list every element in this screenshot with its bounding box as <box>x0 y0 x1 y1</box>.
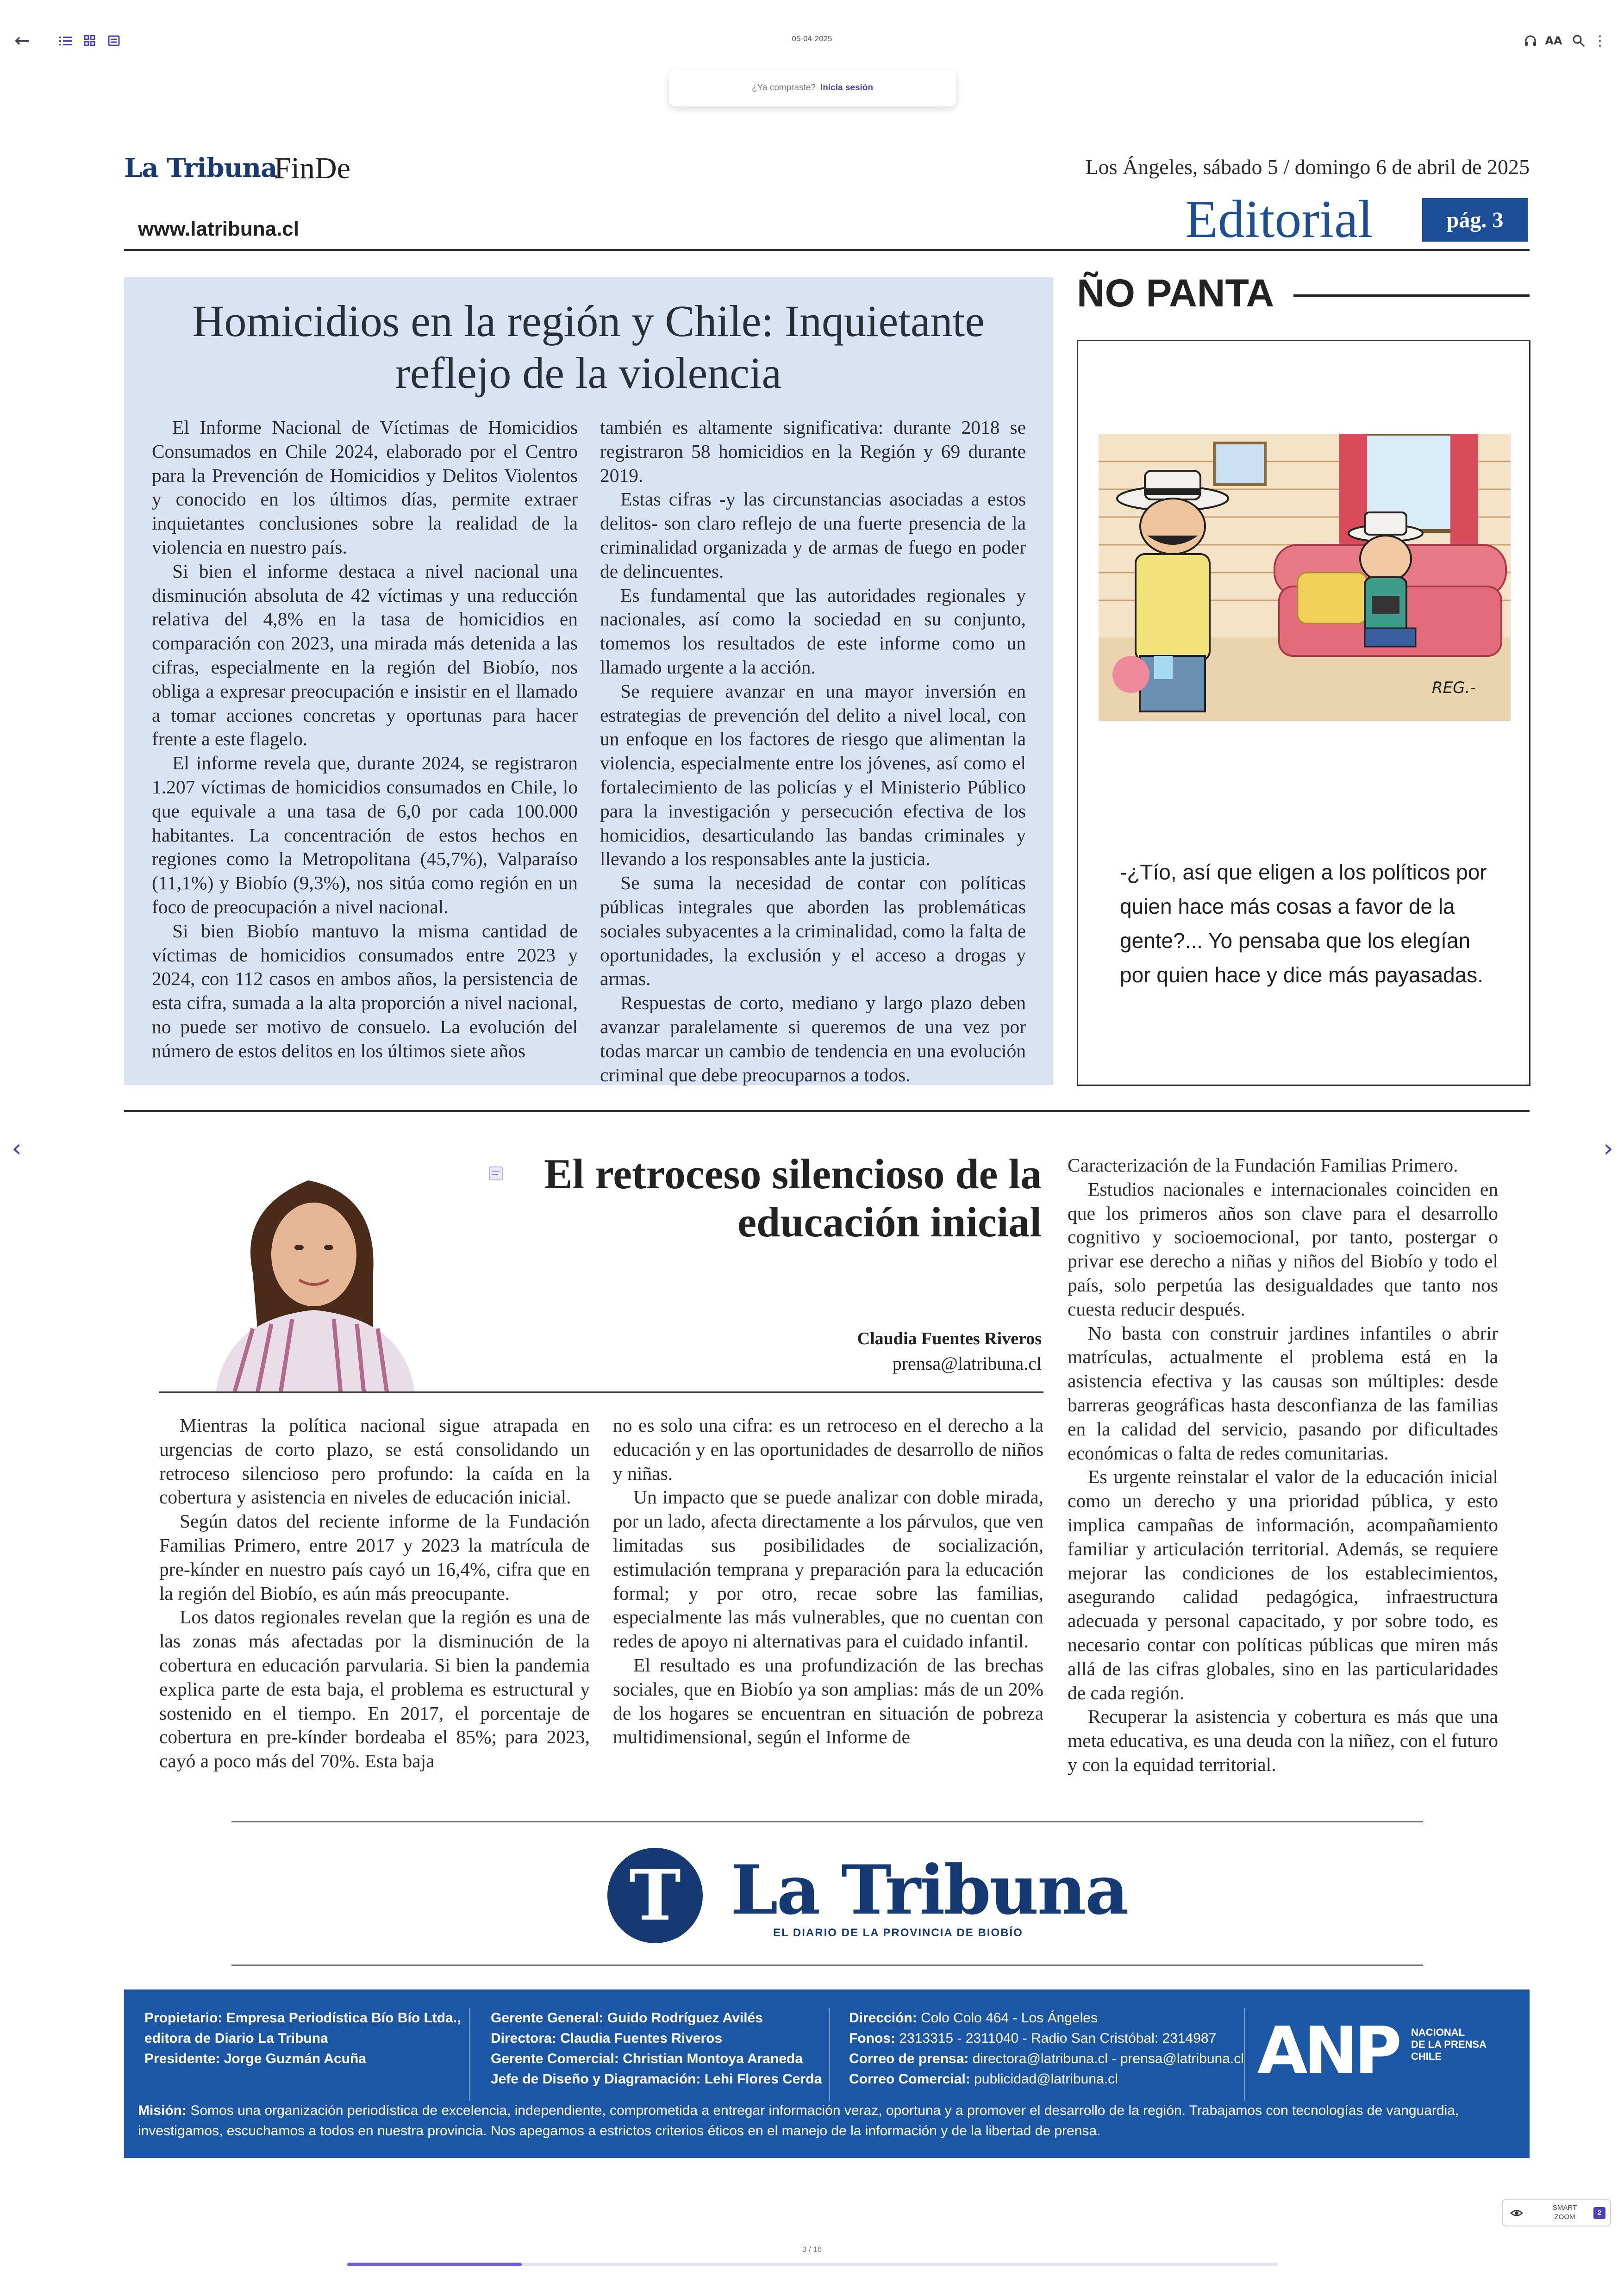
cartoon-section-label: ÑO PANTA <box>1077 271 1274 315</box>
cartoon-panel[interactable] <box>1077 340 1530 1086</box>
paragraph: Estas cifras -y las circunstancias asociadas a estos delitos- son claro reflejo de una fuerte presencia de la criminalidad organizada y de armas de fuego en poder de delincuentes. <box>600 488 1026 582</box>
reading-progress-bar[interactable] <box>347 2263 1278 2266</box>
login-prompt-popover <box>669 69 956 106</box>
imprint-separator <box>469 2008 470 2101</box>
paragraph: Es fundamental que las autoridades regionales y nacionales, así como la sociedad en su conjunto, tomemos los resultados de este informe como un llamado urgente a la acción. <box>600 584 1026 678</box>
paragraph: Se suma la necesidad de contar con políticas públicas integrales que aborden las problemáticas sociales subyacentes a la criminalidad, como la falta de oportunidades, la exclusión y el acceso a drogas y armas. <box>600 872 1026 990</box>
paragraph: Mientras la política nacional sigue atrapada en urgencias de corto plazo, se está consolidando un retroceso silencioso pero profundo: la caída en la cobertura y asistencia en niveles de educación inicial. <box>159 1415 590 1508</box>
anp-caption-line: CHILE <box>1411 2051 1442 2062</box>
imprint-separator <box>1244 2008 1245 2101</box>
opinion-column-3 <box>1068 1154 1498 1777</box>
cartoon-header-rule <box>1293 294 1530 297</box>
imprint-value: Claudia Fuentes Riveros <box>560 2031 723 2046</box>
smart-zoom-badge: 2 <box>1593 2207 1605 2219</box>
previous-page-arrow-icon[interactable]: ‹ <box>12 1133 22 1163</box>
page-counter: 3 / 16 <box>802 2245 822 2254</box>
page-number-badge: pág. 3 <box>1422 198 1528 242</box>
cartoon-caption: -¿Tío, así que eligen a los políticos por quien hace más cosas a favor de la gente?... Yo pensaba que los elegían por quien hace y dice más payasadas. <box>1120 860 1487 987</box>
imprint-label: Jefe de Diseño y Diagramación: <box>491 2071 701 2087</box>
login-link[interactable]: Inicia sesión <box>820 83 874 93</box>
site-url: www.latribuna.cl <box>138 218 299 240</box>
author-photo <box>188 1153 438 1393</box>
mission-text: Somos una organización periodística de excelencia, independiente, comprometida a entregar información veraz, oportuna y a promover el desarrollo de la región. Trabajamos con tecnologías de vanguardia, investigamos, escuchamos a todos en nuestra provincia. Nos apegamos a estrictos criterios éticos en el manejo de la información y de la libertad de prensa. <box>138 2103 1459 2139</box>
imprint-separator <box>829 2008 830 2101</box>
imprint-label: Directora: <box>491 2031 556 2046</box>
imprint-owner-column <box>144 2008 461 2069</box>
imprint-label: Correo de prensa: <box>849 2051 969 2066</box>
logo-tagline: EL DIARIO DE LA PROVINCIA DE BIOBÍO <box>773 1927 1023 1939</box>
list-icon[interactable] <box>57 28 74 54</box>
paragraph: Si bien Biobío mantuvo la misma cantidad de víctimas de homicidios consumados entre 2023 y 2024, con 112 casos en ambos años, la persistencia de esta cifra, sumada a la alta proporción a nivel nacional, no puede ser motivo de consuelo. La evolución del número de estos delitos en los últimos siete años <box>152 920 578 1061</box>
anp-mark: ANP <box>1257 2014 1399 2083</box>
footer-logo <box>607 1848 1128 1952</box>
imprint-value[interactable]: publicidad@latribuna.cl <box>974 2071 1118 2087</box>
next-page-arrow-icon[interactable]: › <box>1603 1133 1613 1163</box>
imprint-line: Propietario: Empresa Periodística Bío Bío Ltda., <box>144 2010 461 2026</box>
mission-statement <box>138 2101 1518 2141</box>
imprint-box <box>124 1989 1530 2158</box>
cartoon-signature: REG.- <box>1432 679 1476 697</box>
reading-progress-fill <box>347 2263 522 2266</box>
login-prompt-text: ¿Ya compraste? <box>751 83 816 93</box>
footer-top-rule <box>231 1821 1423 1822</box>
font-size-icon[interactable]: AA <box>1545 34 1562 47</box>
mission-label: Misión: <box>138 2103 187 2118</box>
eye-icon <box>1510 2208 1523 2218</box>
paragraph: No basta con construir jardines infantiles o abrir matrículas, actualmente el problema está en la asistencia efectiva y las causas son múltiples: desde barreras geográficas hasta desconfianza de las familias en la calidad del servicio, pasando por dificultades económicas o falta de redes comunitarias. <box>1068 1322 1498 1464</box>
issue-date: 05-04-2025 <box>792 34 832 43</box>
opinion-column-1 <box>159 1414 590 1773</box>
logo-emblem: T <box>607 1848 703 1943</box>
headphones-icon[interactable] <box>1522 28 1539 54</box>
paragraph: Estudios nacionales e internacionales coinciden en que los primeros años son clave para el desarrollo cognitivo y socioemocional, por tanto, postergar o privar ese derecho a niñas y niños del Biobío y todo el país, solo perpetúa las desigualdades que tanto nos cuesta reducir después. <box>1068 1178 1498 1320</box>
smart-zoom-label <box>1542 2203 1588 2222</box>
imprint-label: Gerente General: <box>491 2010 604 2026</box>
paragraph: Los datos regionales revelan que la región es una de las zonas más afectadas por la disminución de la cobertura en educación parvularia. Si bien la pandemia explica parte de esta baja, el problema es estructural y sostenido en el tiempo. En 2017, el porcentaje de cobertura en pre-kínder bordeaba el 85%; para 2023, cayó a poco más del 70%. Esta baja <box>159 1606 590 1772</box>
imprint-value: Guido Rodríguez Avilés <box>607 2010 763 2026</box>
imprint-line: Presidente: Jorge Guzmán Acuña <box>144 2051 367 2066</box>
opinion-author-email: prensa@latribuna.cl <box>892 1353 1042 1374</box>
back-arrow-icon[interactable]: ← <box>14 30 30 51</box>
imprint-label: Correo Comercial: <box>849 2071 970 2087</box>
imprint-value: Christian Montoya Araneda <box>623 2051 803 2066</box>
editorial-column-2 <box>600 416 1026 1087</box>
opinion-column-2 <box>613 1414 1043 1749</box>
section-title: Editorial <box>1185 190 1373 249</box>
imprint-label: Dirección: <box>849 2010 917 2026</box>
imprint-value: Lehi Flores Cerda <box>704 2071 822 2087</box>
cartoon-illustration <box>1099 434 1511 721</box>
imprint-staff-column <box>491 2008 822 2089</box>
imprint-label: Fonos: <box>849 2031 895 2046</box>
logo-wordmark: La Tribuna <box>731 1851 1128 1930</box>
paragraph: Recuperar la asistencia y cobertura es más que una meta educativa, es una deuda con la niñez, con el futuro y con la equidad territorial. <box>1068 1706 1498 1775</box>
paragraph: Según datos del reciente informe de la Fundación Familias Primero, entre 2017 y 2023 la matrícula de pre-kínder en nuestro país cayó un 16,4%, cifra que en la región del Biobío, es aún más preocupante. <box>159 1510 590 1604</box>
article-view-icon[interactable] <box>106 28 122 54</box>
imprint-value: Colo Colo 464 - Los Ángeles <box>921 2010 1098 2026</box>
opinion-byline-rule <box>159 1391 1043 1393</box>
imprint-value[interactable]: directora@latribuna.cl - prensa@latribuna.cl <box>972 2051 1244 2066</box>
opinion-author: Claudia Fuentes Riveros <box>857 1329 1042 1348</box>
imprint-label: Gerente Comercial: <box>491 2051 619 2066</box>
note-icon[interactable] <box>488 1166 504 1181</box>
paragraph: Respuestas de corto, mediano y largo plazo deben avanzar paralelamente si queremos de una vez por todas marcar un cambio de tendencia en una evolución criminal que debe preocuparnos a todos. <box>600 992 1026 1085</box>
opinion-title: El retroceso silencioso de la educación inicial <box>544 1150 1042 1246</box>
paragraph: El resultado es una profundización de las brechas sociales, que en Biobío ya son amplias: más de un 20% de los hogares se encuentran en situación de pobreza multidimensional, según el Informe de <box>613 1654 1043 1748</box>
imprint-line: editora de Diario La Tribuna <box>144 2031 328 2046</box>
edition-name: FinDe <box>274 151 350 185</box>
paragraph: Un impacto que se puede analizar con doble mirada, por un lado, afecta directamente a los párvulos, que ven limitadas sus posibilidades de socialización, estimulación temprana y preparación para la educación formal; y por otro, recae sobre las familias, especialmente las más vulnerables, que no cuentan con redes de apoyo ni alternativas para el cuidado infantil. <box>613 1486 1043 1652</box>
smart-zoom-label-line: ZOOM <box>1554 2213 1575 2221</box>
imprint-value: 2313315 - 2311040 - Radio San Cristóbal: 2314987 <box>899 2031 1217 2046</box>
paragraph: El informe revela que, durante 2024, se registraron 1.207 víctimas de homicidios consumados en Chile, lo que equivale a una tasa de 6,0 por cada 100.000 habitantes. La concentración de estos hechos en regiones como la Metropolitana (45,7%), Valparaíso (11,1%) y Biobío (9,3%), nos sitúa como región en un foco de preocupación a nivel nacional. <box>152 752 578 917</box>
paragraph: Si bien el informe destaca a nivel nacional una disminución absoluta de 42 víctimas y una reducción relativa del 4,8% en la tasa de homicidios en comparación con 2023, una mirada más detenida a las cifras, especialmente en la región del Biobío, nos obliga a expresar preocupación e insistir en el llamado a tomar acciones concretas y oportunas para hacer frente a este flagelo. <box>152 560 578 750</box>
paragraph: Se requiere avanzar en una mayor inversión en estrategias de prevención del delito a nivel local, con un enfoque en los factores de riesgo que alimentan la violencia, especialmente entre los jóvenes, así como el fortalecimiento de las policías y el Ministerio Público para la investigación y persecución efectiva de los homicidios, desarticulando las bandas criminales y llevando a los responsables ante la justicia. <box>600 680 1026 870</box>
paragraph: no es solo una cifra: es un retroceso en el derecho a la educación y en las oportunidades de desarrollo de niños y niñas. <box>613 1415 1043 1484</box>
paragraph: El Informe Nacional de Víctimas de Homicidios Consumados en Chile 2024, elaborado por el Centro para la Prevención de Homicidios y Delitos Violentos y conocido en los últimos días, permite extraer inquietantes conclusiones sobre la realidad de la violencia en nuestro país. <box>152 417 578 558</box>
smart-zoom-toggle[interactable] <box>1502 2199 1611 2226</box>
paragraph: también es altamente significativa: durante 2018 se registraron 58 homicidios en la Región y 69 durante 2019. <box>600 417 1026 486</box>
header-divider <box>124 249 1530 251</box>
editorial-title: Homicidios en la región y Chile: Inquietante reflejo de la violencia <box>192 296 985 398</box>
grid-view-icon[interactable] <box>81 28 98 54</box>
search-icon[interactable] <box>1570 28 1587 54</box>
imprint-contact-column <box>849 2008 1244 2089</box>
anp-caption <box>1411 2027 1487 2063</box>
masthead-brand: La Tribuna <box>124 153 277 183</box>
anp-caption-line: DE LA PRENSA <box>1411 2039 1487 2050</box>
paragraph: Caracterización de la Fundación Familias Primero. <box>1068 1154 1458 1176</box>
footer-bottom-rule <box>231 1964 1423 1966</box>
editorial-column-1 <box>152 416 578 1063</box>
paragraph: Es urgente reinstalar el valor de la educación inicial como un derecho y una prioridad pública, y esto implica campañas de información, acompañamiento familiar y articulación territorial. Además, se requiere mejorar las condiciones de los establecimientos, asegurando calidad pedagógica, infraestructura adecuada y personal capacitado, y por sobre todo, es necesario contar con políticas públicas que miren más allá de las cifras globales, sino en las particularidades de cada región. <box>1068 1466 1498 1703</box>
anp-caption-line: NACIONAL <box>1411 2027 1465 2038</box>
section-divider <box>124 1110 1530 1112</box>
smart-zoom-label-line: SMART <box>1552 2204 1577 2212</box>
dateline: Los Ángeles, sábado 5 / domingo 6 de abril de 2025 <box>1085 155 1530 179</box>
more-options-icon[interactable]: ⋮ <box>1593 32 1607 49</box>
editorial-article[interactable] <box>124 277 1053 1085</box>
